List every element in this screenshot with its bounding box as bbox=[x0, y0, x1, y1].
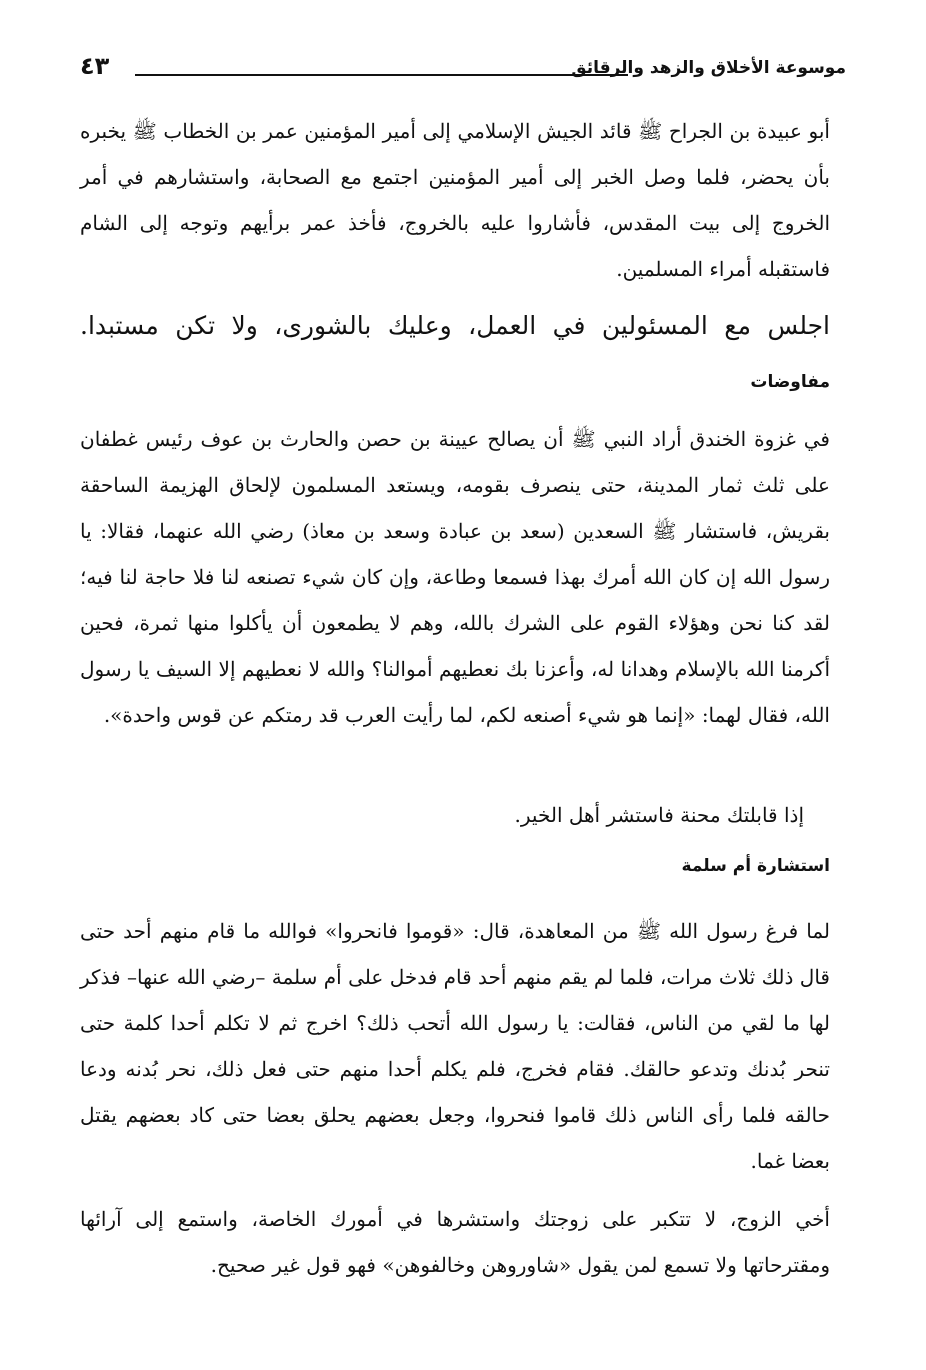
page-number: ٤٣ bbox=[80, 52, 110, 80]
callout-1: اجلس مع المسئولين في العمل، وعليك بالشورى، ولا تكن مستبدا. bbox=[80, 311, 830, 340]
page-header bbox=[80, 52, 846, 92]
running-title: موسوعة الأخلاق والزهد والرقائق bbox=[571, 58, 846, 78]
paragraph-1: أبو عبيدة بن الجراح ﷺ قائد الجيش الإسلامي إلى أمير المؤمنين عمر بن الخطاب ﷺ يخبره بأن يحضر، فلما وصل الخبر إلى أمير المؤمنين اجتمع مع الصحابة، واستشارهم في أمر الخروج إلى بيت المقدس، فأشاروا عليه بالخروج، فأخذ عمر برأيهم وتوجه إلى الشام فاستقبله أمراء المسلمين. bbox=[80, 119, 830, 281]
paragraph-2: في غزوة الخندق أراد النبي ﷺ أن يصالح عيينة بن حصن والحارث بن عوف رئيس غطفان على ثلث ثمار المدينة، حتى ينصرف بقومه، ويستعد المسلمون لإلحاق الهزيمة الساحقة بقريش، فاستشار ﷺ السعدين (سعد بن عبادة وسعد بن معاذ) رضي الله عنهما، فقالا: يا رسول الله إن كان الله أمرك بهذا فسمعا وطاعة، وإن كان شيء تصنعه لنا فلا حاجة لنا فيه؛ لقد كنا نحن وهؤلاء القوم على الشرك بالله، وهم لا يطمعون أن يأكلوا منها ثمرة، فحين أكرمنا الله بالإسلام وهدانا له، وأعزنا بك نعطيهم أموالنا؟ والله لا نعطيهم إلا السيف يا رسول الله، فقال لهما: «إنما هو شيء أصنعه لكم، لما رأيت العرب قد رمتكم عن قوس واحدة». bbox=[80, 427, 830, 727]
paragraph-3: لما فرغ رسول الله ﷺ من المعاهدة، قال: «قوموا فانحروا» فوالله ما قام منهم أحد حتى قال ذلك ثلاث مرات، فلما لم يقم منهم أحد قام فدخل على أم سلمة –رضي الله عنها– فذكر لها ما لقي من الناس، فقالت: يا رسول الله أتحب ذلك؟ اخرج ثم لا تكلم أحدا كلمة حتى تنحر بُدنك وتدعو حالقك. فقام فخرج، فلم يكلم أحدا منهم حتى فعل ذلك، نحر بُدنه ودعا حالقه فلما رأى الناس ذلك قاموا فنحروا، وجعل بعضهم يحلق بعضا حتى كاد بعضهم يقتل بعضا غما. bbox=[80, 919, 830, 1173]
heading-umm-salama: استشارة أم سلمة bbox=[681, 856, 830, 876]
header-rule bbox=[135, 74, 628, 76]
heading-mufawadat: مفاوضات bbox=[750, 372, 830, 392]
callout-2: إذا قابلتك محنة فاستشر أهل الخير. bbox=[514, 803, 804, 827]
paragraph-4: أخي الزوج، لا تتكبر على زوجتك واستشرها في أمورك الخاصة، واستمع إلى آرائها ومقترحاتها ولا تسمع لمن يقول «شاوروهن وخالفوهن» فهو قول غير صحيح. bbox=[80, 1207, 830, 1277]
